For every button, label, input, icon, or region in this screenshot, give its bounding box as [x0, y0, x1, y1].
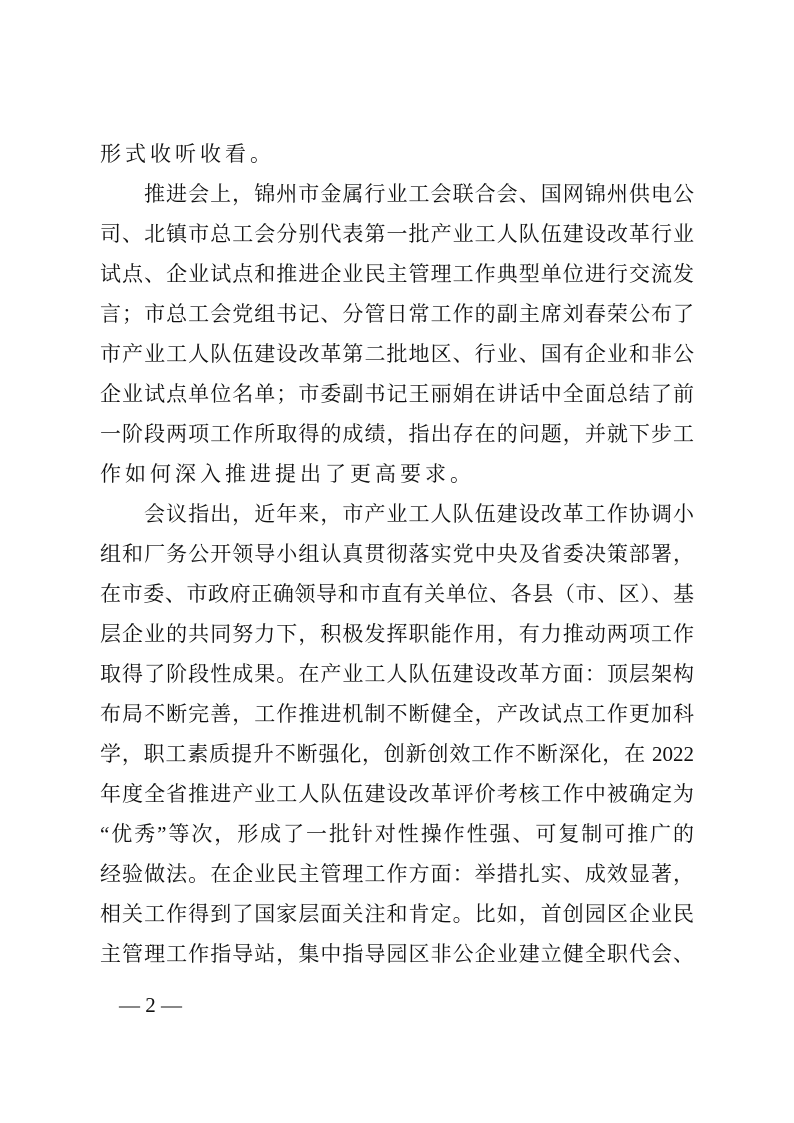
page-number	[119, 990, 182, 1020]
text-line: 作如何深入推进提出了更高要求。	[100, 462, 475, 486]
text-line: 取得了阶段性成果。在产业工人队伍建设改革方面：顶层架构	[100, 662, 694, 686]
text-line: 推进会上，锦州市金属行业工会联合会、国网锦州供电公	[144, 182, 694, 206]
page-number-text: — 2 —	[119, 993, 182, 1017]
text-line: “优秀”等次，形成了一批针对性操作性强、可复制可推广的	[100, 822, 694, 846]
text-line: 年度全省推进产业工人队伍建设改革评价考核工作中被确定为	[100, 782, 694, 806]
text-line: 会议指出，近年来，市产业工人队伍建设改革工作协调小	[144, 502, 694, 526]
text-line: 组和厂务公开领导小组认真贯彻落实党中央及省委决策部署，	[100, 542, 694, 566]
text-line: 在市委、市政府正确领导和市直有关单位、各县（市、区）、基	[100, 582, 694, 606]
text-line: 主管理工作指导站，集中指导园区非公企业建立健全职代会、	[100, 942, 694, 966]
text-line: 言；市总工会党组书记、分管日常工作的副主席刘春荣公布了	[100, 302, 694, 326]
document-body	[100, 134, 694, 974]
text-line: 层企业的共同努力下，积极发挥职能作用，有力推动两项工作	[100, 622, 694, 646]
text-line: 市产业工人队伍建设改革第二批地区、行业、国有企业和非公	[100, 342, 694, 366]
text-line: 一阶段两项工作所取得的成绩，指出存在的问题，并就下步工	[100, 422, 694, 446]
text-line: 布局不断完善，工作推进机制不断健全，产改试点工作更加科	[100, 702, 694, 726]
text-line: 经验做法。在企业民主管理工作方面：举措扎实、成效显著，	[100, 862, 694, 886]
text-line: 司、北镇市总工会分别代表第一批产业工人队伍建设改革行业	[100, 222, 694, 246]
text-line: 相关工作得到了国家层面关注和肯定。比如，首创园区企业民	[100, 902, 694, 926]
text-line: 企业试点单位名单；市委副书记王丽娟在讲话中全面总结了前	[100, 382, 694, 406]
text-line: 试点、企业试点和推进企业民主管理工作典型单位进行交流发	[100, 262, 694, 286]
text-line: 形式收听收看。	[100, 142, 275, 166]
text-line: 学，职工素质提升不断强化，创新创效工作不断深化，在 2022	[100, 742, 694, 766]
